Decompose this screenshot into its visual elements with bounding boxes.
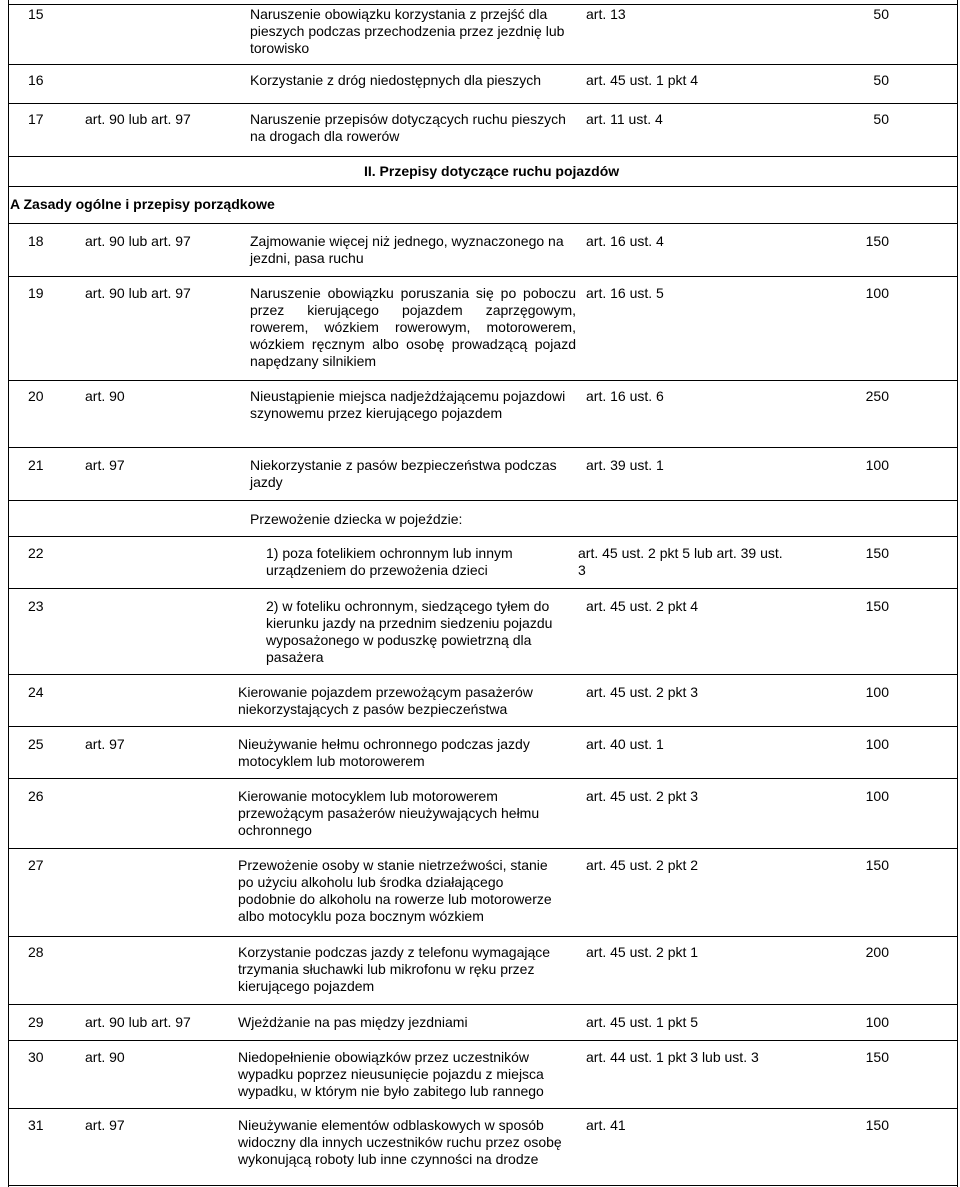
- row-divider: [8, 223, 958, 224]
- row-divider: [8, 103, 958, 104]
- penalty-points: 100: [865, 457, 889, 473]
- legal-reference: art. 45 ust. 2 pkt 3: [586, 684, 699, 700]
- row-divider: [8, 156, 958, 157]
- penalty-points: 250: [865, 388, 889, 404]
- offence-description: Zajmowanie więcej niż jednego, wyznaczonego na jezdni, pasa ruchu: [250, 233, 564, 266]
- legal-reference: art. 39 ust. 1: [586, 457, 664, 473]
- row-divider: [8, 1004, 958, 1005]
- offence-description: Przewożenie osoby w stanie nietrzeźwości, stanie po użyciu alkoholu lub środka działającego podobnie do alkoholu na rowerze lub motorowerze albo motocyklu poza bocznym wózkiem: [238, 857, 552, 924]
- legal-reference: art. 45 ust. 2 pkt 3: [586, 788, 699, 804]
- row-divider: [8, 726, 958, 727]
- penalty-points: 150: [865, 545, 889, 561]
- row-number: 19: [28, 285, 44, 301]
- row-divider: [8, 500, 958, 501]
- statutory-basis: art. 97: [85, 457, 125, 473]
- offence-description: Korzystanie z dróg niedostępnych dla pieszych: [250, 72, 542, 88]
- row-divider: [8, 4, 958, 5]
- offence-description: Wjeżdżanie na pas między jezdniami: [238, 1014, 468, 1030]
- row-divider: [8, 848, 958, 849]
- row-divider: [8, 1040, 958, 1041]
- row-divider: [8, 380, 958, 381]
- penalty-points: 50: [873, 6, 889, 22]
- legal-reference: art. 45 ust. 2 pkt 2: [586, 857, 699, 873]
- legal-reference: art. 45 ust. 1 pkt 5: [586, 1014, 699, 1030]
- row-number: 25: [28, 736, 44, 752]
- row-divider: [8, 276, 958, 277]
- row-number: 20: [28, 388, 44, 404]
- offence-description: Naruszenie obowiązku poruszania się po poboczu przez kierującego pojazdem zaprzęgowym, rowerem, wózkiem rowerowym, motorowerem, wózkiem ręcznym albo osobę prowadzącą pojazd napędzany silnikiem: [250, 285, 576, 369]
- legal-reference: art. 13: [586, 6, 626, 22]
- legal-reference: art. 45 ust. 2 pkt 4: [586, 598, 699, 614]
- offence-description: 2) w foteliku ochronnym, siedzącego tyłem do kierunku jazdy na przednim siedzeniu pojazdu wyposażonego w poduszkę powietrzną dla pasażera: [266, 598, 553, 665]
- statutory-basis: art. 97: [85, 736, 125, 752]
- offence-description: Niedopełnienie obowiązków przez uczestników wypadku poprzez nieusunięcie pojazdu z miejsca wypadku, w którym nie było zabitego lub rannego: [238, 1049, 544, 1099]
- row-number: 15: [28, 6, 44, 22]
- penalty-points: 150: [865, 598, 889, 614]
- legal-reference: art. 45 ust. 1 pkt 4: [586, 72, 699, 88]
- row-divider: [8, 778, 958, 779]
- offence-description: Kierowanie motocyklem lub motorowerem przewożącym pasażerów nieużywających hełmu ochronnego: [238, 788, 540, 838]
- row-divider: [8, 674, 958, 675]
- legal-reference: art. 16 ust. 6: [586, 388, 664, 404]
- row-divider: [8, 1108, 958, 1109]
- row-number: 21: [28, 457, 44, 473]
- statutory-basis: art. 90 lub art. 97: [85, 111, 191, 127]
- row-number: 27: [28, 857, 44, 873]
- section-title: II. Przepisy dotyczące ruchu pojazdów: [364, 163, 620, 179]
- legal-reference: art. 41: [586, 1117, 626, 1133]
- legal-reference: art. 16 ust. 4: [586, 233, 664, 249]
- offence-description: Niekorzystanie z pasów bezpieczeństwa podczas jazdy: [250, 457, 557, 490]
- statutory-basis: art. 90 lub art. 97: [85, 233, 191, 249]
- row-divider: [8, 1185, 958, 1186]
- row-number: 28: [28, 944, 44, 960]
- penalty-points: 150: [865, 1049, 889, 1065]
- penalty-points: 150: [865, 233, 889, 249]
- penalty-points: 50: [873, 111, 889, 127]
- legal-reference: art. 45 ust. 2 pkt 5 lub art. 39 ust. 3: [578, 545, 783, 578]
- statutory-basis: art. 90: [85, 388, 125, 404]
- penalty-points: 100: [865, 684, 889, 700]
- group-header: Przewożenie dziecka w pojeździe:: [250, 511, 463, 527]
- row-number: 30: [28, 1049, 44, 1065]
- row-divider: [8, 447, 958, 448]
- penalty-points: 50: [873, 72, 889, 88]
- row-number: 22: [28, 545, 44, 561]
- offence-description: Nieużywanie hełmu ochronnego podczas jazdy motocyklem lub motorowerem: [238, 736, 530, 769]
- offence-description: Kierowanie pojazdem przewożącym pasażerów niekorzystających z pasów bezpieczeństwa: [238, 684, 533, 717]
- legal-reference: art. 40 ust. 1: [586, 736, 664, 752]
- legal-reference: art. 44 ust. 1 pkt 3 lub ust. 3: [586, 1049, 759, 1065]
- offence-description: 1) poza fotelikiem ochronnym lub innym urządzeniem do przewożenia dzieci: [266, 545, 513, 578]
- penalty-points: 100: [865, 788, 889, 804]
- statutory-basis: art. 90 lub art. 97: [85, 285, 191, 301]
- row-number: 26: [28, 788, 44, 804]
- row-number: 18: [28, 233, 44, 249]
- offence-description: Korzystanie podczas jazdy z telefonu wymagające trzymania słuchawki lub mikrofonu w ręku przez kierującego pojazdem: [238, 944, 551, 994]
- row-number: 24: [28, 684, 44, 700]
- legal-reference: art. 16 ust. 5: [586, 285, 664, 301]
- table-border-left: [8, 0, 9, 1187]
- statutory-basis: art. 97: [85, 1117, 125, 1133]
- row-divider: [8, 936, 958, 937]
- row-number: 31: [28, 1117, 44, 1133]
- penalty-points: 100: [865, 285, 889, 301]
- row-divider: [8, 536, 958, 537]
- subsection-title: A Zasady ogólne i przepisy porządkowe: [10, 196, 275, 212]
- statutory-basis: art. 90: [85, 1049, 125, 1065]
- legal-reference: art. 11 ust. 4: [586, 111, 663, 127]
- penalty-points: 100: [865, 1014, 889, 1030]
- penalty-points: 100: [865, 736, 889, 752]
- offence-description: Naruszenie przepisów dotyczących ruchu pieszych na drogach dla rowerów: [250, 111, 566, 144]
- penalty-points: 150: [865, 1117, 889, 1133]
- row-divider: [8, 64, 958, 65]
- row-number: 23: [28, 598, 44, 614]
- offence-description: Nieustąpienie miejsca nadjeżdżającemu pojazdowi szynowemu przez kierującego pojazdem: [250, 388, 566, 421]
- statutory-basis: art. 90 lub art. 97: [85, 1014, 191, 1030]
- row-number: 16: [28, 72, 44, 88]
- row-divider: [8, 588, 958, 589]
- legal-reference: art. 45 ust. 2 pkt 1: [586, 944, 699, 960]
- table-border-right: [957, 0, 958, 1187]
- penalty-points: 150: [865, 857, 889, 873]
- offence-description: Naruszenie obowiązku korzystania z przejść dla pieszych podczas przechodzenia przez jezdnię lub torowisko: [250, 6, 565, 56]
- offence-description: Nieużywanie elementów odblaskowych w sposób widoczny dla innych uczestników ruchu przez osobę wykonującą roboty lub inne czynności na drodze: [238, 1117, 562, 1167]
- row-number: 29: [28, 1014, 44, 1030]
- penalty-points: 200: [865, 944, 889, 960]
- row-number: 17: [28, 111, 44, 127]
- row-divider: [8, 186, 958, 187]
